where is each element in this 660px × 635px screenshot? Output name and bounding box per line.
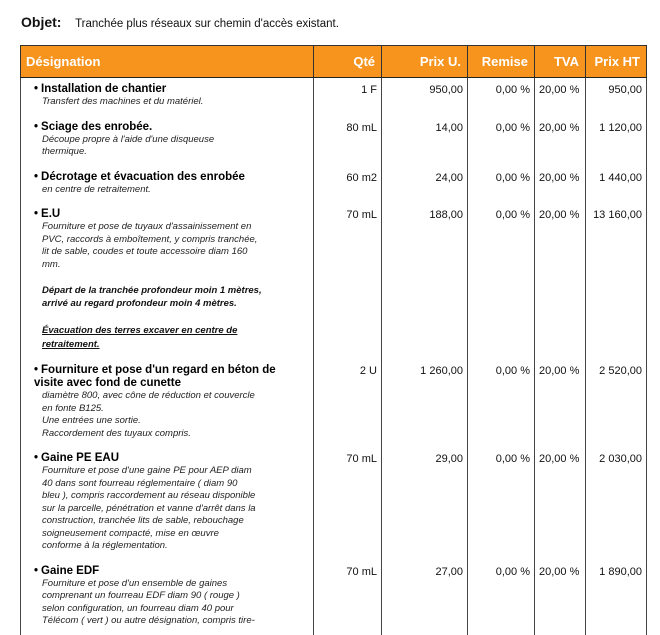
qte-cell: 80 mL: [314, 116, 382, 166]
item-evacuation-note-line: retraitement.: [42, 339, 100, 350]
header-designation: Désignation: [21, 46, 314, 78]
item-description: [34, 221, 307, 271]
item-description-line: conforme à la réglementation.: [42, 540, 168, 551]
remise-cell: 0,00 %: [468, 359, 535, 447]
item-title-text: Fourniture et pose d'un regard en béton de visite avec fond de cunette: [34, 364, 276, 389]
remise-cell: 0,00 %: [468, 166, 535, 204]
item-description-line: Raccordement des tuyaux compris.: [42, 427, 191, 439]
quote-table: [20, 45, 647, 635]
item-title: [34, 565, 307, 578]
bullet-icon: •: [34, 120, 39, 133]
item-description-line: bleu ), compris raccordement au réseau disponible: [42, 490, 256, 501]
table-header-row: [21, 46, 647, 78]
prix-u-cell: 29,00: [382, 447, 468, 560]
prix-u-cell: 14,00: [382, 116, 468, 166]
bullet-icon: •: [34, 364, 39, 376]
item-description: [34, 390, 307, 440]
designation-cell: [21, 447, 314, 560]
header-remise: Remise: [468, 46, 535, 78]
item-description: [34, 134, 307, 159]
header-qte: Qté: [314, 46, 382, 78]
header-tva: TVA: [535, 46, 586, 78]
objet-value: Tranchée plus réseaux sur chemin d'accès existant.: [75, 18, 339, 30]
item-description-line: Transfert des machines et du matériel.: [42, 96, 204, 107]
bullet-icon: •: [34, 170, 39, 183]
item-description-line: construction, tranchée lits de sable, rebouchage: [42, 515, 244, 526]
item-description: [34, 184, 307, 197]
item-evacuation-note-line: Évacuation des terres excaver en centre de: [42, 325, 238, 336]
item-description-line: 40 dans sont fourreau réglementaire ( diam 90: [42, 477, 238, 489]
item-description-line: Fourniture et pose d'une gaine PE pour AEP diam: [42, 465, 252, 476]
item-description-line: Découpe propre à l'aide d'une disqueuse: [42, 133, 215, 145]
prix-u-cell: 188,00: [382, 203, 468, 359]
item-description-line: soigneusement compacté, mise en œuvre: [42, 527, 219, 539]
item-description-line: Fourniture et pose de tuyaux d'assainissement en: [42, 221, 252, 232]
item-title: [34, 452, 307, 465]
designation-cell: [21, 78, 314, 116]
item-description-line: en fonte B125.: [42, 402, 104, 414]
table-row: [21, 116, 647, 166]
remise-cell: 0,00 %: [468, 560, 535, 635]
item-description-line: thermique.: [42, 146, 87, 157]
bullet-icon: •: [34, 452, 39, 464]
tva-cell: 20,00 %: [535, 359, 586, 447]
item-description-line: lit de sable, coudes et toute accessoire diam 160: [42, 246, 248, 257]
prix-ht-cell: 1 440,00: [586, 166, 647, 204]
prix-ht-cell: 950,00: [586, 78, 647, 116]
tva-cell: 20,00 %: [535, 447, 586, 560]
tva-cell: 20,00 %: [535, 560, 586, 635]
table-row: [21, 560, 647, 635]
item-description-line: Une entrées une sortie.: [42, 415, 141, 426]
item-title: [34, 364, 307, 390]
bullet-icon: •: [34, 208, 39, 220]
table-row: [21, 166, 647, 204]
table-row: [21, 447, 647, 560]
table-row: [21, 78, 647, 116]
item-description: [34, 465, 307, 553]
prix-u-cell: 1 260,00: [382, 359, 468, 447]
qte-cell: 70 mL: [314, 203, 382, 359]
item-title: [34, 121, 307, 134]
item-description: [34, 578, 307, 628]
item-title: [34, 171, 307, 184]
item-description-line: selon configuration, un fourreau diam 40 pour: [42, 602, 234, 614]
item-description-line: mm.: [42, 258, 61, 270]
bullet-icon: •: [34, 564, 39, 577]
item-description-line: en centre de retraitement.: [42, 183, 151, 195]
item-title-text: Gaine PE EAU: [41, 452, 119, 464]
item-title-text: E.U: [41, 208, 61, 220]
remise-cell: 0,00 %: [468, 78, 535, 116]
prix-ht-cell: 13 160,00: [586, 203, 647, 359]
tva-cell: 20,00 %: [535, 116, 586, 166]
designation-cell: [21, 359, 314, 447]
designation-cell: [21, 203, 314, 359]
prix-ht-cell: 1 120,00: [586, 116, 647, 166]
objet-label: Objet:: [21, 14, 62, 30]
item-title: [34, 208, 307, 221]
prix-ht-cell: 2 520,00: [586, 359, 647, 447]
remise-cell: 0,00 %: [468, 116, 535, 166]
item-title-text: Installation de chantier: [41, 83, 167, 95]
tva-cell: 20,00 %: [535, 203, 586, 359]
prix-u-cell: 24,00: [382, 166, 468, 204]
objet-line: [21, 14, 339, 30]
item-note-line: Départ de la tranchée profondeur moin 1 mètres,: [42, 285, 262, 296]
prix-u-cell: 950,00: [382, 78, 468, 116]
item-evacuation-note: [34, 324, 307, 352]
designation-cell: [21, 116, 314, 166]
prix-ht-cell: 2 030,00: [586, 447, 647, 560]
table-row: [21, 359, 647, 447]
bullet-icon: •: [34, 83, 39, 95]
qte-cell: 1 F: [314, 78, 382, 116]
qte-cell: 70 mL: [314, 447, 382, 560]
item-description-line: PVC, raccords à emboîtement, y compris tranchée,: [42, 233, 258, 245]
tva-cell: 20,00 %: [535, 78, 586, 116]
header-prix-ht: Prix HT: [586, 46, 647, 78]
item-description-line: sur la parcelle, pénétration et vanne d'arrêt dans la: [42, 502, 256, 514]
tva-cell: 20,00 %: [535, 166, 586, 204]
designation-cell: [21, 166, 314, 204]
qte-cell: 2 U: [314, 359, 382, 447]
designation-cell: [21, 560, 314, 635]
qte-cell: 70 mL: [314, 560, 382, 635]
item-title-text: Sciage des enrobée.: [41, 120, 153, 133]
remise-cell: 0,00 %: [468, 447, 535, 560]
header-prix-u: Prix U.: [382, 46, 468, 78]
item-note-line: arrivé au regard profondeur moin 4 mètres.: [42, 297, 237, 309]
item-title-text: Décrotage et évacuation des enrobée: [41, 170, 245, 183]
item-note: [34, 285, 307, 310]
table-row: [21, 203, 647, 359]
item-description-line: Télécom ( vert ) ou autre désignation, compris tire-: [42, 615, 255, 626]
prix-ht-cell: 1 890,00: [586, 560, 647, 635]
item-title-text: Gaine EDF: [41, 564, 100, 577]
item-title: [34, 83, 307, 96]
remise-cell: 0,00 %: [468, 203, 535, 359]
item-description-line: Fourniture et pose d'un ensemble de gaines: [42, 577, 228, 589]
item-description-line: diamètre 800, avec cône de réduction et couvercle: [42, 390, 255, 401]
item-description: [34, 96, 307, 109]
prix-u-cell: 27,00: [382, 560, 468, 635]
item-description-line: comprenant un fourreau EDF diam 90 ( rouge ): [42, 590, 240, 601]
qte-cell: 60 m2: [314, 166, 382, 204]
